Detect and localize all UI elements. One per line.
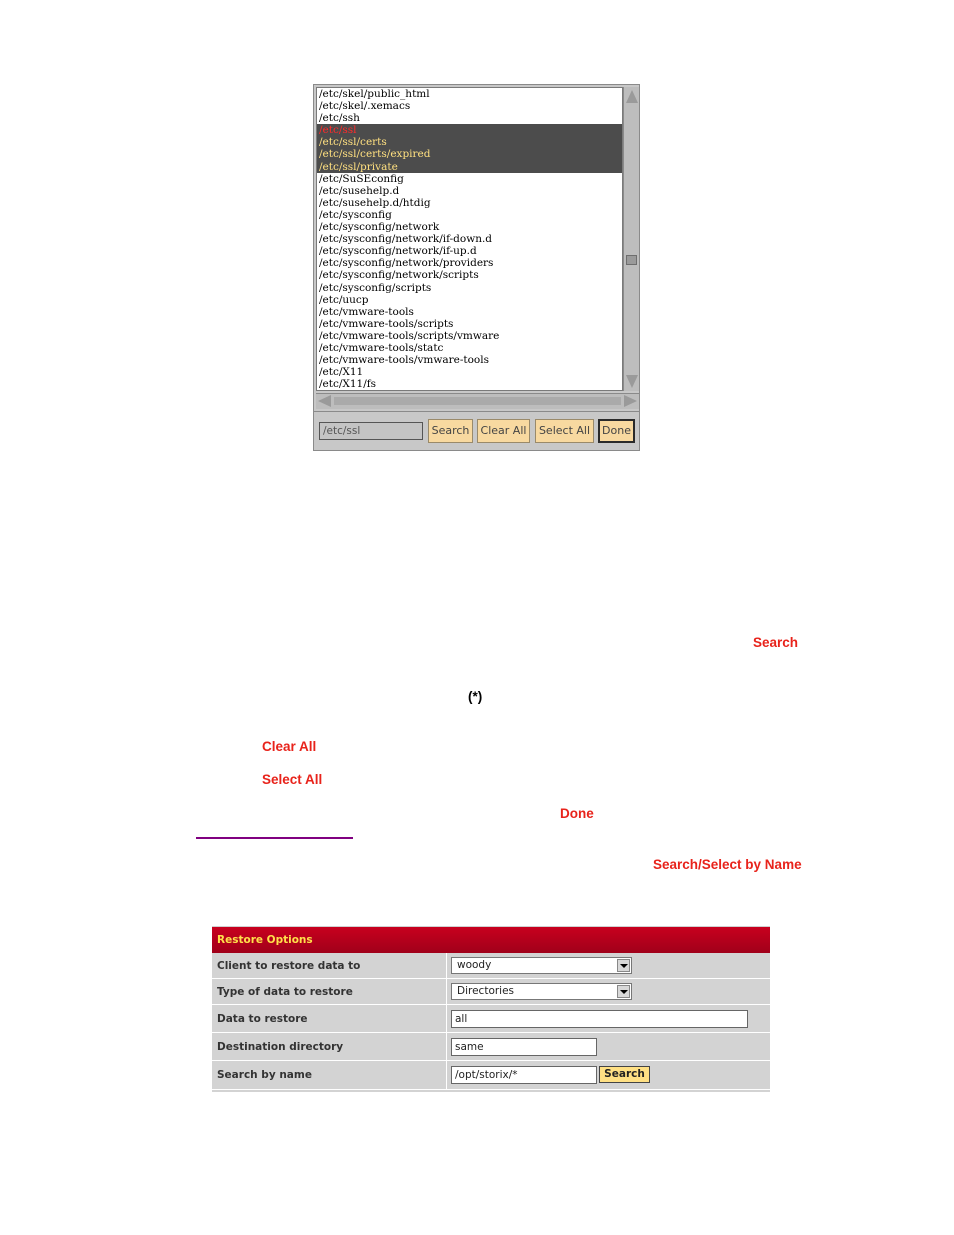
chevron-down-icon[interactable]	[617, 985, 630, 998]
restore-options-panel	[212, 926, 770, 1092]
search-button[interactable]: Search	[428, 419, 473, 443]
type-select[interactable]	[451, 983, 632, 1000]
scroll-right-icon[interactable]	[624, 395, 637, 407]
file-list-item[interactable]: /etc/vmware-tools/vmware-tools	[319, 354, 489, 367]
scroll-left-icon[interactable]	[318, 395, 331, 407]
search-name-input[interactable]: /opt/storix/*	[451, 1066, 597, 1084]
file-list-item[interactable]: /etc/sysconfig	[319, 208, 392, 221]
file-list-item[interactable]: /etc/ssl/private	[317, 161, 622, 173]
vertical-scrollbar[interactable]	[623, 87, 639, 391]
horizontal-scrollbar[interactable]	[316, 393, 639, 409]
destination-label: Destination directory	[217, 1041, 344, 1053]
file-list-item[interactable]: /etc/X11	[319, 366, 364, 379]
file-list-item[interactable]: /etc/ssl/certs	[317, 136, 622, 148]
file-list-item[interactable]: /etc/vmware-tools	[319, 305, 414, 318]
column-divider	[446, 1033, 447, 1060]
file-list-item[interactable]: /etc/susehelp.d	[319, 184, 400, 197]
scrollbar-thumb[interactable]	[626, 255, 637, 265]
client-select-value: woody	[457, 959, 492, 971]
file-list-item[interactable]: /etc/X11/fs	[319, 378, 377, 391]
file-list-item[interactable]: /etc/ssl	[317, 124, 622, 136]
file-list-item[interactable]: /etc/sysconfig/network/if-up.d	[319, 245, 477, 258]
data-input[interactable]: all	[451, 1010, 748, 1028]
client-label: Client to restore data to	[217, 960, 361, 972]
column-divider	[446, 1061, 447, 1089]
file-list-item[interactable]: /etc/sysconfig/network/if-down.d	[319, 233, 493, 246]
file-list-item[interactable]: /etc/vmware-tools/statc	[319, 341, 444, 354]
row-client	[212, 953, 770, 979]
destination-input[interactable]: same	[451, 1038, 597, 1056]
keyword-done: Done	[560, 806, 594, 821]
keyword-search-select-by-name: Search/Select by Name	[653, 857, 802, 872]
file-list-item[interactable]: /etc/skel/public_html	[319, 88, 430, 100]
file-list-item[interactable]: /etc/skel/.xemacs	[319, 100, 411, 113]
wildcard-text: (*)	[468, 689, 483, 704]
scrollbar-track[interactable]	[334, 397, 621, 405]
column-divider	[446, 979, 447, 1004]
keyword-select-all: Select All	[262, 772, 323, 787]
row-search	[212, 1061, 770, 1090]
scroll-up-icon[interactable]	[626, 90, 638, 103]
search-label: Search by name	[217, 1069, 312, 1081]
file-list-item[interactable]: /etc/vmware-tools/scripts/vmware	[319, 329, 500, 342]
keyword-search: Search	[753, 635, 799, 650]
restore-options-header	[212, 926, 770, 953]
column-divider	[446, 1005, 447, 1032]
file-list-item[interactable]: /etc/susehelp.d/htdig	[319, 196, 431, 209]
clear-all-button[interactable]: Clear All	[477, 419, 530, 443]
file-list-item[interactable]: /etc/sysconfig/network/providers	[319, 257, 494, 270]
scroll-down-icon[interactable]	[626, 375, 638, 388]
client-select[interactable]	[451, 957, 632, 974]
directory-listbox[interactable]	[316, 87, 623, 391]
search-by-name-button[interactable]: Search	[599, 1066, 650, 1083]
link-underline[interactable]	[196, 837, 353, 839]
file-list-item[interactable]: /etc/uucp	[319, 293, 369, 306]
file-list-item[interactable]: /etc/ssl/certs/expired	[317, 148, 622, 160]
row-destination	[212, 1033, 770, 1061]
restore-options-title: Restore Options	[217, 934, 313, 946]
file-selector-window	[313, 84, 640, 451]
file-list-item[interactable]: /etc/vmware-tools/scripts	[319, 317, 454, 330]
keyword-clear-all: Clear All	[262, 739, 317, 754]
file-list-item[interactable]: /etc/sysconfig/network	[319, 221, 440, 234]
done-button[interactable]: Done	[598, 419, 635, 443]
column-divider	[446, 953, 447, 978]
row-data	[212, 1005, 770, 1033]
type-label: Type of data to restore	[217, 986, 353, 998]
type-select-value: Directories	[457, 985, 515, 997]
file-list-item[interactable]: /etc/sysconfig/network/scripts	[319, 269, 479, 282]
file-list-item[interactable]: /etc/SuSEconfig	[319, 172, 404, 185]
select-all-button[interactable]: Select All	[535, 419, 594, 443]
selector-toolbar	[314, 411, 639, 450]
file-list-item[interactable]: /etc/sysconfig/scripts	[319, 281, 432, 294]
row-type	[212, 979, 770, 1005]
file-list-item[interactable]: /etc/ssh	[319, 112, 360, 125]
path-input[interactable]: /etc/ssl	[319, 422, 423, 440]
chevron-down-icon[interactable]	[617, 959, 630, 972]
data-label: Data to restore	[217, 1013, 308, 1025]
